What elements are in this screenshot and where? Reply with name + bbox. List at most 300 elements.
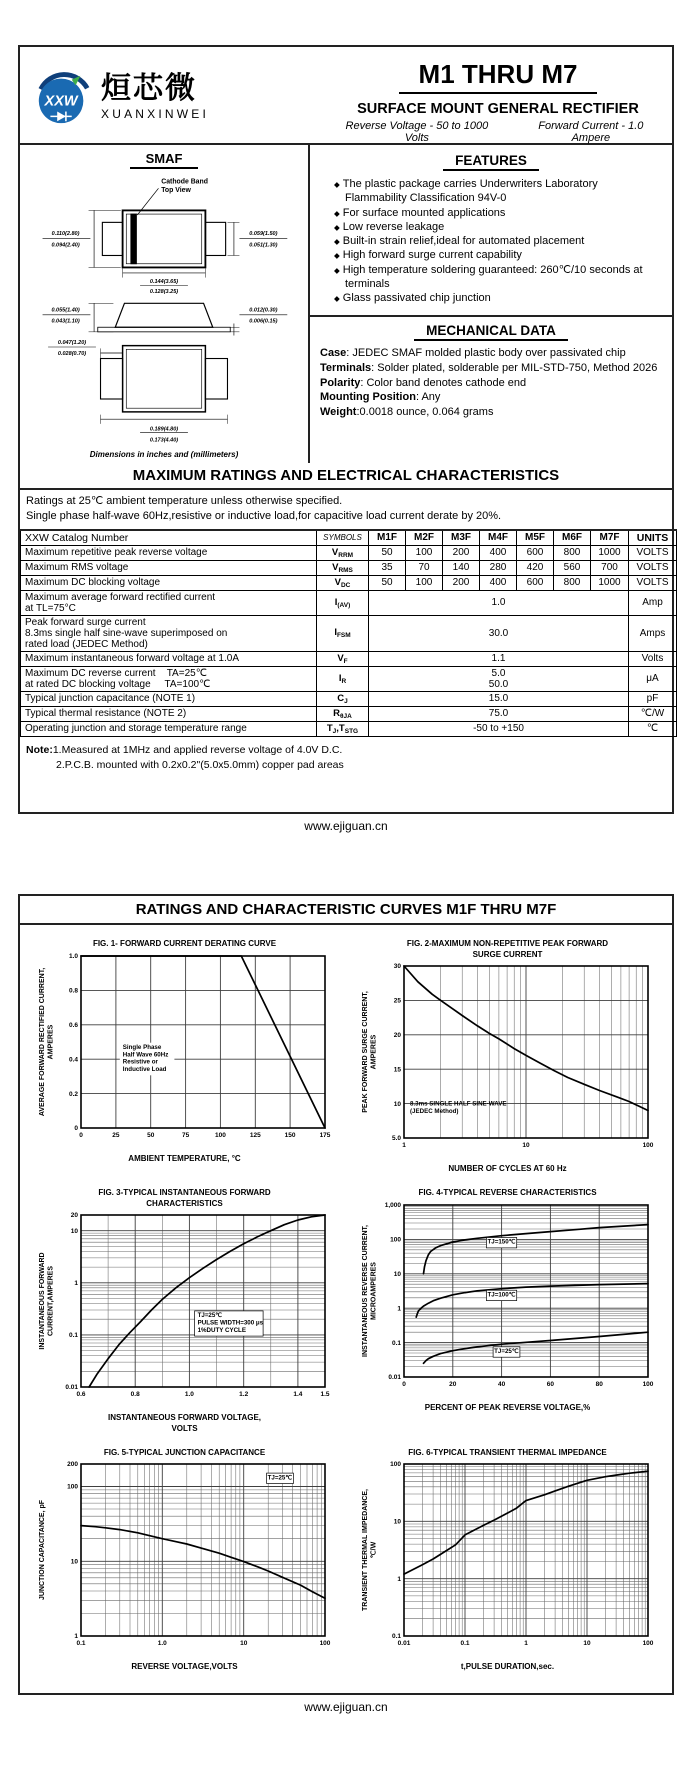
svg-text:INSTANTANEOUS FORWARD: INSTANTANEOUS FORWARD — [38, 1252, 46, 1350]
col-header-units: UNITS — [629, 530, 677, 546]
svg-text:0.8: 0.8 — [68, 987, 78, 995]
units-cell: VOLTS — [629, 560, 677, 575]
svg-text:JUNCTION CAPACITANCE, pF: JUNCTION CAPACITANCE, pF — [38, 1500, 46, 1601]
chart-title-line: FIG. 1- FORWARD CURRENT DERATING CURVE — [92, 939, 277, 949]
svg-text:℃/W: ℃/W — [370, 1542, 377, 1559]
units-cell: ℃/W — [629, 706, 677, 721]
svg-text:1.0: 1.0 — [157, 1640, 167, 1648]
svg-text:125: 125 — [249, 1131, 261, 1139]
parameter-line: Maximum DC blocking voltage — [25, 577, 161, 589]
svg-text:10: 10 — [393, 1270, 401, 1278]
svg-text:Inductive Load: Inductive Load — [122, 1065, 166, 1073]
svg-text:AMPERES: AMPERES — [370, 1034, 377, 1070]
value-line: 5.0 — [491, 667, 506, 679]
svg-text:CURRENT,AMPERES: CURRENT,AMPERES — [47, 1266, 54, 1337]
svg-text:20: 20 — [448, 1380, 456, 1388]
svg-text:0: 0 — [73, 1124, 78, 1132]
chart-title-line: FIG. 3-TYPICAL INSTANTANEOUS FORWARD — [98, 1188, 271, 1198]
svg-text:0.1: 0.1 — [391, 1339, 401, 1347]
bullet-icon: ◆ — [334, 208, 340, 218]
svg-text:TJ=25℃: TJ=25℃ — [493, 1347, 519, 1355]
value-line: 1.1 — [491, 653, 506, 665]
parameter-line: Maximum instantaneous forward voltage at 1.0A — [25, 653, 239, 665]
bullet-icon: ◆ — [334, 265, 340, 275]
logo-icon — [32, 66, 94, 128]
svg-text:75: 75 — [181, 1131, 189, 1139]
symbol-cell: $T_J,T_{STG}$ — [317, 721, 369, 736]
parameter-line: at TL=75°C — [25, 602, 76, 614]
svg-text:0.6: 0.6 — [75, 1391, 86, 1399]
table-row — [21, 651, 677, 666]
svg-text:1: 1 — [73, 1633, 78, 1641]
mechanical-line-label: Polarity — [320, 376, 361, 389]
value-cell — [369, 691, 629, 706]
value-cell — [369, 706, 629, 721]
symbol-cell: $V_{RRM}$ — [317, 545, 369, 560]
parameter-cell — [21, 666, 317, 691]
dim-body-length-max: 0.144(3.65) — [149, 279, 179, 286]
chart-xlabel-line: NUMBER OF CYCLES AT 60 Hz — [448, 1163, 567, 1173]
chart-fig6 — [347, 1448, 668, 1673]
value-line: -50 to +150 — [473, 723, 524, 735]
col-header-part: M4F — [480, 530, 517, 546]
svg-text:1.0: 1.0 — [68, 952, 78, 960]
table-row — [21, 545, 677, 560]
page2-footer-url: www.ejiguan.cn — [304, 1699, 388, 1714]
part-number-title: M1 THRU M7 — [399, 59, 598, 94]
svg-text:10: 10 — [582, 1640, 591, 1648]
package-name: SMAF — [130, 151, 199, 169]
chart-xlabel-line: AMBIENT TEMPERATURE, °C — [128, 1153, 241, 1163]
value-cell: 280 — [480, 560, 517, 575]
chart-fig2 — [347, 939, 668, 1174]
mechanical-line: Weight:0.0018 ounce, 0.064 grams — [320, 405, 494, 418]
chart-fig5-xlabel — [131, 1662, 237, 1672]
parameter-line: Maximum DC reverse current TA=25℃ — [25, 667, 207, 679]
symbol-cell: $R_{\theta JA}$ — [317, 706, 369, 721]
chart-fig1-xlabel — [128, 1154, 240, 1164]
units-cell: pF — [629, 691, 677, 706]
value-cell — [369, 615, 629, 651]
feature-item: ◆ Glass passivated chip junction — [334, 292, 491, 305]
svg-text:50: 50 — [146, 1131, 154, 1139]
symbol-cell: $I_{(AV)}$ — [317, 590, 369, 615]
svg-text:(JEDEC Method): (JEDEC Method) — [409, 1108, 458, 1116]
header — [20, 47, 672, 145]
svg-text:10: 10 — [70, 1558, 78, 1566]
svg-text:100: 100 — [389, 1236, 401, 1244]
reverse-voltage-range: Reverse Voltage - 50 to 1000 Volts — [345, 120, 489, 144]
table-row — [21, 590, 677, 615]
units-cell: VOLTS — [629, 545, 677, 560]
svg-text:TJ=25℃: TJ=25℃ — [267, 1474, 292, 1482]
table-row — [21, 706, 677, 721]
svg-text:150: 150 — [284, 1131, 296, 1139]
chart-title-line: CHARACTERISTICS — [146, 1198, 223, 1208]
parameter-line: Maximum RMS voltage — [25, 562, 129, 574]
chart-xlabel-line: PERCENT OF PEAK REVERSE VOLTAGE,% — [424, 1402, 591, 1412]
forward-current-rating: Forward Current - 1.0 Ampere — [538, 120, 644, 144]
dim-body-length-min: 0.128(3.25) — [149, 289, 179, 296]
chart-fig4 — [347, 1188, 668, 1434]
feature-item: ◆ The plastic package carries Underwriters Laboratory Flammability Classification 94V-0 — [334, 178, 598, 205]
value-cell: 700 — [591, 560, 629, 575]
svg-text:100: 100 — [66, 1484, 78, 1492]
units-cell: Volts — [629, 651, 677, 666]
svg-text:25: 25 — [393, 997, 401, 1005]
svg-text:TJ=25℃: TJ=25℃ — [197, 1312, 222, 1320]
parameter-line: rated load (JEDEC Method) — [25, 638, 148, 650]
chart-xlabel-line: INSTANTANEOUS FORWARD VOLTAGE, — [107, 1413, 262, 1423]
svg-text:1.0: 1.0 — [184, 1391, 194, 1399]
chart-fig1-title — [93, 939, 276, 949]
chart-fig4-plot — [358, 1199, 658, 1402]
svg-text:100: 100 — [319, 1640, 330, 1648]
feature-item: ◆ Built-in strain relief,ideal for automated placement — [334, 235, 585, 248]
mechanical-line: Mounting Position: Any — [320, 391, 441, 404]
symbol-cell: $I_{FSM}$ — [317, 615, 369, 651]
symbol-cell: $V_F$ — [317, 651, 369, 666]
parameter-line: 8.3ms single half sine-wave superimposed on — [25, 627, 228, 639]
mechanical-data-section — [310, 317, 672, 423]
chart-title-line: SURGE CURRENT — [472, 949, 543, 959]
svg-text:INSTANTANEOUS REVERSE CURRENT,: INSTANTANEOUS REVERSE CURRENT, — [361, 1224, 369, 1357]
col-header-part: M2F — [406, 530, 443, 546]
value-cell: 35 — [369, 560, 406, 575]
value-cell: 1000 — [591, 545, 629, 560]
parameter-line: Typical junction capacitance (NOTE 1) — [25, 693, 196, 705]
parameter-line: Typical thermal resistance (NOTE 2) — [25, 708, 187, 720]
title-block — [332, 55, 664, 144]
units-cell: VOLTS — [629, 575, 677, 590]
mechanical-line: Terminals: Solder plated, solderable per MIL-STD-750, Method 2026 — [320, 362, 658, 374]
chart-title-line: FIG. 6-TYPICAL TRANSIENT THERMAL IMPEDANCE — [408, 1447, 607, 1457]
value-line: 30.0 — [488, 627, 509, 639]
feature-item: ◆ Low reverse leakage — [334, 220, 445, 233]
parameter-cell — [21, 706, 317, 721]
mechanical-title: MECHANICAL DATA — [414, 323, 568, 341]
value-line: 15.0 — [488, 693, 509, 705]
value-cell: 50 — [369, 545, 406, 560]
value-cell: 140 — [443, 560, 480, 575]
mechanical-line-label: Case — [320, 347, 347, 360]
col-header-catalog: XXW Catalog Number — [21, 530, 317, 546]
chart-fig1-plot — [35, 950, 335, 1153]
mechanical-lines — [320, 346, 662, 419]
value-line: 75.0 — [488, 708, 509, 720]
svg-text:XXW: XXW — [44, 93, 78, 110]
notes-section — [20, 737, 672, 813]
company-logo — [32, 55, 332, 139]
note-line-2: 2.P.C.B. mounted with 0.2x0.2"(5.0x5.0mm) copper pad areas — [56, 759, 344, 772]
value-cell: 200 — [443, 545, 480, 560]
svg-text:100: 100 — [642, 1141, 653, 1149]
svg-text:1: 1 — [523, 1640, 528, 1648]
page1-footer-url: www.ejiguan.cn — [304, 819, 388, 834]
svg-text:0.01: 0.01 — [387, 1373, 401, 1381]
svg-text:PEAK FORWARD SURGE CURRENT,: PEAK FORWARD SURGE CURRENT, — [361, 991, 369, 1113]
svg-text:200: 200 — [66, 1461, 78, 1469]
svg-text:1,000: 1,000 — [384, 1201, 401, 1209]
feature-item: ◆ High forward surge current capability — [334, 249, 522, 262]
dim-standoff-max: 0.012(0.30) — [249, 307, 278, 314]
svg-text:30: 30 — [393, 963, 401, 971]
chart-fig6-title — [408, 1448, 606, 1458]
mechanical-heading — [320, 322, 662, 340]
dim-height-min: 0.043(1.10) — [51, 318, 80, 325]
value-cell: 400 — [480, 575, 517, 590]
dim-overall-length-min: 0.173(4.40) — [149, 437, 179, 444]
dimensions-caption: Dimensions in inches and (millimeters) — [89, 450, 239, 459]
bullet-icon: ◆ — [334, 251, 340, 261]
svg-text:1: 1 — [73, 1280, 78, 1288]
condition-line: Single phase half-wave 60Hz,resistive or inductive load,for capacitive load current derate by 20%. — [26, 509, 502, 522]
parameter-cell — [21, 590, 317, 615]
col-header-part: M7F — [591, 530, 629, 546]
dim-body-width-max: 0.110(2.80) — [51, 231, 80, 238]
device-subtitle: SURFACE MOUNT GENERAL RECTIFIER — [357, 101, 639, 117]
units-cell: ℃ — [629, 721, 677, 736]
table-row — [21, 575, 677, 590]
dim-terminal-width-max: 0.059(1.50) — [249, 231, 278, 238]
svg-text:1.4: 1.4 — [292, 1391, 302, 1399]
features-title: FEATURES — [443, 153, 539, 171]
parameter-line: Maximum average forward rectified current — [25, 591, 216, 603]
table-row — [21, 666, 677, 691]
value-cell — [369, 721, 629, 736]
symbol-cell: $C_J$ — [317, 691, 369, 706]
value-cell: 1000 — [591, 575, 629, 590]
value-cell: 50 — [369, 575, 406, 590]
svg-text:MICROAMPERES: MICROAMPERES — [370, 1261, 377, 1320]
mechanical-line-label: Mounting Position — [320, 391, 416, 404]
feature-item: ◆ For surface mounted applications — [334, 206, 506, 219]
datasheet-page-1 — [18, 45, 674, 814]
symbol-cell: $I_R$ — [317, 666, 369, 691]
svg-text:0: 0 — [78, 1131, 83, 1139]
chart-fig6-plot — [358, 1458, 658, 1661]
svg-text:20: 20 — [70, 1212, 78, 1220]
table-row — [21, 560, 677, 575]
bullet-icon: ◆ — [334, 237, 340, 247]
svg-text:Half Wave 60Hz: Half Wave 60Hz — [122, 1050, 168, 1058]
svg-text:0.4: 0.4 — [68, 1055, 78, 1063]
units-cell: μA — [629, 666, 677, 691]
parameter-cell — [21, 691, 317, 706]
cathode-band-label: Cathode Band — [161, 178, 208, 186]
svg-text:1: 1 — [396, 1576, 401, 1584]
svg-text:20: 20 — [393, 1031, 401, 1039]
top-view-label: Top View — [161, 187, 191, 194]
parameter-cell — [21, 560, 317, 575]
value-cell: 600 — [517, 575, 554, 590]
package-drawing — [28, 169, 300, 445]
value-cell — [369, 666, 629, 691]
chart-fig2-plot — [358, 960, 658, 1163]
parameter-cell — [21, 545, 317, 560]
dim-body-width-min: 0.094(2.40) — [51, 242, 80, 249]
parameter-cell — [21, 651, 317, 666]
ratings-table — [20, 529, 677, 737]
chart-title-line: FIG. 2-MAXIMUM NON-REPETITIVE PEAK FORWARD — [406, 939, 609, 949]
svg-text:PULSE WIDTH=300 μs: PULSE WIDTH=300 μs — [197, 1319, 263, 1327]
svg-text:1%DUTY CYCLE: 1%DUTY CYCLE — [197, 1327, 246, 1335]
chart-fig2-xlabel — [448, 1164, 566, 1174]
svg-text:25: 25 — [111, 1131, 120, 1139]
value-line: 50.0 — [488, 678, 509, 690]
value-cell: 200 — [443, 575, 480, 590]
col-header-part: M1F — [369, 530, 406, 546]
svg-text:TJ=100℃: TJ=100℃ — [487, 1291, 516, 1299]
value-cell: 70 — [406, 560, 443, 575]
value-cell — [369, 590, 629, 615]
charts-grid — [20, 925, 672, 1693]
value-cell: 100 — [406, 575, 443, 590]
chart-fig6-xlabel — [461, 1662, 554, 1672]
svg-text:TRANSIENT THERMAL IMPEDANCE,: TRANSIENT THERMAL IMPEDANCE, — [361, 1489, 369, 1612]
svg-text:0.6: 0.6 — [68, 1021, 78, 1029]
svg-text:0.01: 0.01 — [64, 1384, 78, 1392]
svg-text:10: 10 — [521, 1141, 530, 1149]
features-heading — [320, 152, 662, 170]
chart-title-line: FIG. 5-TYPICAL JUNCTION CAPACITANCE — [103, 1447, 266, 1457]
parameter-cell — [21, 615, 317, 651]
chart-fig3-xlabel — [108, 1413, 261, 1434]
parameter-line: Operating junction and storage temperature range — [25, 723, 247, 735]
svg-text:0.2: 0.2 — [68, 1090, 78, 1098]
svg-text:5.0: 5.0 — [391, 1135, 401, 1143]
bullet-icon: ◆ — [334, 294, 340, 304]
svg-text:10: 10 — [239, 1640, 247, 1648]
value-cell: 600 — [517, 545, 554, 560]
dim-height-max: 0.055(1.40) — [51, 307, 80, 314]
table-header-row — [21, 530, 677, 546]
symbol-cell: $V_{RMS}$ — [317, 560, 369, 575]
svg-text:80: 80 — [595, 1380, 603, 1388]
svg-text:1.5: 1.5 — [319, 1391, 330, 1399]
mechanical-line: Polarity: Color band denotes cathode end — [320, 376, 527, 389]
col-header-part: M3F — [443, 530, 480, 546]
logo-text — [101, 73, 209, 121]
value-cell: 800 — [554, 545, 591, 560]
svg-text:15: 15 — [393, 1066, 401, 1074]
svg-text:1: 1 — [396, 1305, 401, 1313]
ratings-conditions — [20, 490, 672, 529]
svg-text:1: 1 — [401, 1141, 406, 1149]
value-cell: 100 — [406, 545, 443, 560]
features-section — [310, 145, 672, 317]
dim-pad-overlap-min: 0.028(0.70) — [57, 350, 87, 357]
chart-fig3 — [24, 1188, 345, 1434]
chart-title-line: FIG. 4-TYPICAL REVERSE CHARACTERISTICS — [418, 1188, 597, 1198]
svg-text:100: 100 — [642, 1380, 653, 1388]
mechanical-line-label: Weight — [320, 405, 357, 418]
value-cell: 800 — [554, 575, 591, 590]
ratings-banner: MAXIMUM RATINGS AND ELECTRICAL CHARACTERISTICS — [20, 463, 672, 490]
package-and-features — [20, 145, 672, 463]
svg-text:8.3ms SINGLE HALF SINE-WAVE: 8.3ms SINGLE HALF SINE-WAVE — [409, 1100, 506, 1108]
svg-text:10: 10 — [393, 1518, 401, 1526]
company-name-english: XUANXINWEI — [101, 106, 210, 121]
units-cell: Amp — [629, 590, 677, 615]
chart-xlabel-line: VOLTS — [171, 1423, 198, 1433]
note-label: Note: — [26, 743, 53, 756]
svg-text:0.8: 0.8 — [130, 1391, 140, 1399]
dim-overall-length-max: 0.189(4.80) — [149, 426, 179, 433]
svg-text:AVERAGE FORWARD RECTIFIED CURR: AVERAGE FORWARD RECTIFIED CURRENT, — [38, 967, 46, 1116]
svg-text:0.1: 0.1 — [459, 1640, 470, 1648]
svg-text:0.01: 0.01 — [397, 1640, 410, 1648]
svg-text:10: 10 — [70, 1228, 78, 1236]
svg-text:100: 100 — [389, 1461, 401, 1469]
curves-page-title: RATINGS AND CHARACTERISTIC CURVES M1F THRU M7F — [20, 896, 672, 925]
chart-fig4-xlabel — [425, 1403, 591, 1413]
chart-fig2-title — [407, 939, 608, 960]
svg-text:60: 60 — [546, 1380, 554, 1388]
parameter-line: Peak forward surge current — [25, 616, 146, 628]
mechanical-line: Case: JEDEC SMAF molded plastic body over passivated chip — [320, 347, 626, 360]
chart-fig5-title — [104, 1448, 265, 1458]
svg-text:10: 10 — [393, 1100, 401, 1108]
table-row — [21, 615, 677, 651]
svg-text:AMPERES: AMPERES — [47, 1024, 54, 1059]
chart-xlabel-line: REVERSE VOLTAGE,VOLTS — [131, 1662, 238, 1672]
svg-text:0.1: 0.1 — [75, 1640, 86, 1648]
chart-fig5 — [24, 1448, 345, 1673]
features-mechanical-column — [310, 145, 672, 463]
svg-text:Single Phase: Single Phase — [122, 1043, 161, 1051]
svg-text:175: 175 — [319, 1131, 330, 1139]
chart-fig4-title — [418, 1188, 596, 1198]
dim-pad-overlap-max: 0.047(1.20) — [57, 339, 87, 346]
svg-text:Resistive or: Resistive or — [122, 1058, 158, 1066]
value-cell — [369, 651, 629, 666]
condition-line: Ratings at 25℃ ambient temperature unless otherwise specified. — [26, 495, 343, 507]
value-line: 1.0 — [491, 597, 506, 609]
package-outline-column — [20, 145, 310, 463]
note-line-1: Note:1.Measured at 1MHz and applied reverse voltage of 4.0V D.C. — [26, 743, 343, 756]
bullet-icon: ◆ — [334, 222, 340, 232]
feature-item: ◆ High temperature soldering guaranteed: 260℃/10 seconds at terminals — [334, 263, 643, 291]
col-header-part: M5F — [517, 530, 554, 546]
svg-text:TJ=150℃: TJ=150℃ — [487, 1238, 516, 1246]
symbol-cell: $V_{DC}$ — [317, 575, 369, 590]
parameter-line: at rated DC blocking voltage TA=100℃ — [25, 678, 211, 690]
bullet-icon: ◆ — [334, 180, 340, 189]
value-cell: 560 — [554, 560, 591, 575]
dim-terminal-width-min: 0.051(1.30) — [249, 242, 278, 249]
mechanical-line-label: Terminals — [320, 362, 372, 374]
datasheet — [0, 45, 694, 1781]
chart-fig3-title — [98, 1188, 270, 1209]
col-header-part: M6F — [554, 530, 591, 546]
svg-text:100: 100 — [642, 1640, 653, 1648]
col-header-symbols: SYMBOLS — [317, 530, 369, 546]
chart-xlabel-line: t,PULSE DURATION,sec. — [460, 1662, 555, 1672]
svg-text:1.2: 1.2 — [238, 1391, 248, 1399]
value-cell: 400 — [480, 545, 517, 560]
value-cell: 420 — [517, 560, 554, 575]
parameter-cell — [21, 575, 317, 590]
parameter-line: Maximum repetitive peak reverse voltage — [25, 547, 208, 559]
chart-fig1 — [24, 939, 345, 1174]
company-name-chinese: 烜芯微 — [101, 72, 197, 106]
units-cell: Amps — [629, 615, 677, 651]
svg-text:0: 0 — [401, 1380, 406, 1388]
ratings-summary-line — [332, 120, 664, 144]
chart-fig5-plot — [35, 1458, 335, 1661]
svg-text:40: 40 — [497, 1380, 505, 1388]
